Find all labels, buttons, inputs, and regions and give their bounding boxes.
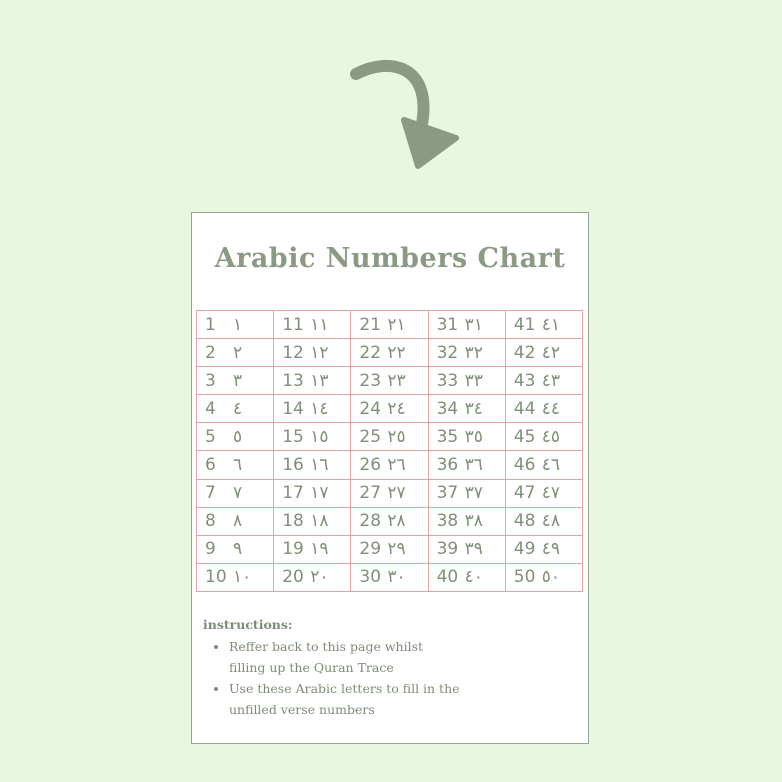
western-numeral: 40 xyxy=(436,567,459,588)
number-cell xyxy=(505,311,582,339)
number-cell xyxy=(351,395,428,423)
arabic-numeral: ٤٩ xyxy=(541,539,561,560)
western-numeral: 10 xyxy=(205,567,227,588)
arabic-numeral: ٤٦ xyxy=(541,455,561,476)
western-numeral: 26 xyxy=(359,455,382,476)
number-cell xyxy=(505,535,582,563)
number-cell xyxy=(197,507,274,535)
table-row xyxy=(197,507,583,535)
arabic-numeral: ١٩ xyxy=(310,539,329,560)
western-numeral: 22 xyxy=(359,342,382,363)
western-numeral: 33 xyxy=(436,370,459,391)
arabic-numeral: ٤٨ xyxy=(541,511,561,532)
western-numeral: 4 xyxy=(205,398,216,419)
number-cell xyxy=(351,367,428,395)
arabic-numeral: ٣٩ xyxy=(464,539,483,560)
table-row xyxy=(197,311,583,339)
western-numeral: 27 xyxy=(359,483,382,504)
arabic-numeral: ٧ xyxy=(233,483,243,504)
number-cell xyxy=(428,535,505,563)
arabic-numeral: ٣٠ xyxy=(387,567,406,588)
page-title: Arabic Numbers Chart xyxy=(214,243,566,274)
western-numeral: 5 xyxy=(205,426,216,447)
number-cell xyxy=(351,507,428,535)
number-cell xyxy=(274,563,351,591)
arabic-numeral: ١٧ xyxy=(310,483,329,504)
number-cell xyxy=(351,563,428,591)
number-cell xyxy=(428,451,505,479)
arabic-numeral: ٢٥ xyxy=(387,426,406,447)
western-numeral: 20 xyxy=(282,567,304,588)
number-cell xyxy=(274,423,351,451)
number-cell xyxy=(428,479,505,507)
western-numeral: 41 xyxy=(513,314,536,335)
western-numeral: 29 xyxy=(359,539,382,560)
curved-arrow-down-icon xyxy=(350,58,470,173)
number-cell xyxy=(428,563,505,591)
arabic-numeral: ٣٦ xyxy=(464,455,483,476)
number-cell xyxy=(197,339,274,367)
western-numeral: 17 xyxy=(282,483,304,504)
arabic-numeral: ٢١ xyxy=(387,314,406,335)
western-numeral: 2 xyxy=(205,342,216,363)
arabic-numeral: ١٢ xyxy=(310,342,329,363)
arabic-numeral: ٤٣ xyxy=(541,370,561,391)
table-row xyxy=(197,451,583,479)
number-cell xyxy=(505,479,582,507)
arabic-numeral: ٢٦ xyxy=(387,455,406,476)
western-numeral: 49 xyxy=(513,539,536,560)
western-numeral: 32 xyxy=(436,342,459,363)
arabic-numeral: ٤٥ xyxy=(541,426,561,447)
arabic-numeral: ٢٧ xyxy=(387,483,406,504)
number-cell xyxy=(197,479,274,507)
western-numeral: 24 xyxy=(359,398,382,419)
western-numeral: 30 xyxy=(359,567,382,588)
instructions-heading: instructions: xyxy=(203,617,293,632)
number-cell xyxy=(197,535,274,563)
table-row xyxy=(197,367,583,395)
numbers-table xyxy=(196,310,583,592)
arabic-numeral: ٤٠ xyxy=(464,567,483,588)
western-numeral: 37 xyxy=(436,483,459,504)
arabic-numeral: ٤٧ xyxy=(541,483,561,504)
arabic-numeral: ٤ xyxy=(233,398,243,419)
arabic-numeral: ٦ xyxy=(233,455,243,476)
western-numeral: 1 xyxy=(205,314,216,335)
instructions xyxy=(203,617,463,720)
chart-card xyxy=(191,212,589,744)
number-cell xyxy=(428,507,505,535)
number-cell xyxy=(274,339,351,367)
number-cell xyxy=(351,535,428,563)
western-numeral: 36 xyxy=(436,455,459,476)
number-cell xyxy=(505,563,582,591)
arabic-numeral: ٣٨ xyxy=(464,511,483,532)
western-numeral: 38 xyxy=(436,511,459,532)
arabic-numeral: ٣١ xyxy=(464,314,483,335)
western-numeral: 16 xyxy=(282,455,304,476)
number-cell xyxy=(351,423,428,451)
arabic-numeral: ٣٥ xyxy=(464,426,483,447)
western-numeral: 44 xyxy=(513,398,536,419)
arabic-numeral: ٢٨ xyxy=(387,511,406,532)
arabic-numeral: ٣ xyxy=(233,370,243,391)
arabic-numeral: ٣٣ xyxy=(464,370,483,391)
number-cell xyxy=(197,451,274,479)
arabic-numeral: ٢٠ xyxy=(310,567,329,588)
western-numeral: 9 xyxy=(205,539,216,560)
table-row xyxy=(197,395,583,423)
number-cell xyxy=(197,367,274,395)
arabic-numeral: ٣٤ xyxy=(464,398,483,419)
arabic-numeral: ٢٤ xyxy=(387,398,406,419)
number-cell xyxy=(351,451,428,479)
number-cell xyxy=(505,395,582,423)
arabic-numeral: ٢٣ xyxy=(387,370,406,391)
number-cell xyxy=(197,395,274,423)
western-numeral: 46 xyxy=(513,455,536,476)
western-numeral: 31 xyxy=(436,314,459,335)
western-numeral: 23 xyxy=(359,370,382,391)
arabic-numeral: ١ xyxy=(233,314,243,335)
western-numeral: 6 xyxy=(205,455,216,476)
arabic-numeral: ١٠ xyxy=(233,567,252,588)
arabic-numeral: ٤٤ xyxy=(541,398,561,419)
western-numeral: 34 xyxy=(436,398,459,419)
western-numeral: 42 xyxy=(513,342,536,363)
western-numeral: 7 xyxy=(205,483,216,504)
western-numeral: 28 xyxy=(359,511,382,532)
western-numeral: 39 xyxy=(436,539,459,560)
instruction-item: • Reffer back to this page whilst filling up the Quran Trace xyxy=(229,636,463,678)
number-cell xyxy=(351,311,428,339)
arabic-numeral: ٣٢ xyxy=(464,342,483,363)
western-numeral: 19 xyxy=(282,539,304,560)
table-row xyxy=(197,479,583,507)
western-numeral: 12 xyxy=(282,342,304,363)
table-row xyxy=(197,563,583,591)
arabic-numeral: ١٨ xyxy=(310,511,329,532)
instruction-item: • Use these Arabic letters to fill in the unfilled verse numbers xyxy=(229,678,463,720)
arabic-numeral: ٨ xyxy=(233,511,243,532)
number-cell xyxy=(197,311,274,339)
number-cell xyxy=(274,507,351,535)
arabic-numeral: ٤١ xyxy=(541,314,561,335)
table-row xyxy=(197,423,583,451)
number-cell xyxy=(351,479,428,507)
number-cell xyxy=(428,311,505,339)
arabic-numeral: ٢٢ xyxy=(387,342,406,363)
number-cell xyxy=(274,395,351,423)
number-cell xyxy=(505,367,582,395)
western-numeral: 21 xyxy=(359,314,382,335)
number-cell xyxy=(428,395,505,423)
western-numeral: 14 xyxy=(282,398,304,419)
number-cell xyxy=(428,423,505,451)
western-numeral: 3 xyxy=(205,370,216,391)
arabic-numeral: ٣٧ xyxy=(464,483,483,504)
number-cell xyxy=(505,507,582,535)
number-cell xyxy=(274,535,351,563)
arabic-numeral: ٢ xyxy=(233,342,243,363)
western-numeral: 13 xyxy=(282,370,304,391)
number-cell xyxy=(428,367,505,395)
western-numeral: 45 xyxy=(513,426,536,447)
western-numeral: 25 xyxy=(359,426,382,447)
western-numeral: 43 xyxy=(513,370,536,391)
number-cell xyxy=(274,451,351,479)
number-cell xyxy=(197,423,274,451)
table-row xyxy=(197,535,583,563)
arabic-numeral: ٤٢ xyxy=(541,342,561,363)
arabic-numeral: ٩ xyxy=(233,539,243,560)
number-cell xyxy=(505,339,582,367)
arabic-numeral: ٥٠ xyxy=(541,567,561,588)
western-numeral: 48 xyxy=(513,511,536,532)
table-row xyxy=(197,339,583,367)
western-numeral: 47 xyxy=(513,483,536,504)
western-numeral: 50 xyxy=(513,567,536,588)
arabic-numeral: ١٤ xyxy=(310,398,329,419)
western-numeral: 11 xyxy=(282,314,304,335)
arabic-numeral: ٥ xyxy=(233,426,243,447)
arabic-numeral: ١٦ xyxy=(310,455,329,476)
western-numeral: 18 xyxy=(282,511,304,532)
number-cell xyxy=(274,311,351,339)
arabic-numeral: ١٣ xyxy=(310,370,329,391)
number-cell xyxy=(274,367,351,395)
western-numeral: 15 xyxy=(282,426,304,447)
number-cell xyxy=(197,563,274,591)
instructions-list xyxy=(203,636,463,720)
western-numeral: 35 xyxy=(436,426,459,447)
number-cell xyxy=(505,451,582,479)
arabic-numeral: ٢٩ xyxy=(387,539,406,560)
number-cell xyxy=(351,339,428,367)
arabic-numeral: ١١ xyxy=(310,314,329,335)
number-cell xyxy=(274,479,351,507)
arabic-numeral: ١٥ xyxy=(310,426,329,447)
number-cell xyxy=(505,423,582,451)
number-cell xyxy=(428,339,505,367)
western-numeral: 8 xyxy=(205,511,216,532)
